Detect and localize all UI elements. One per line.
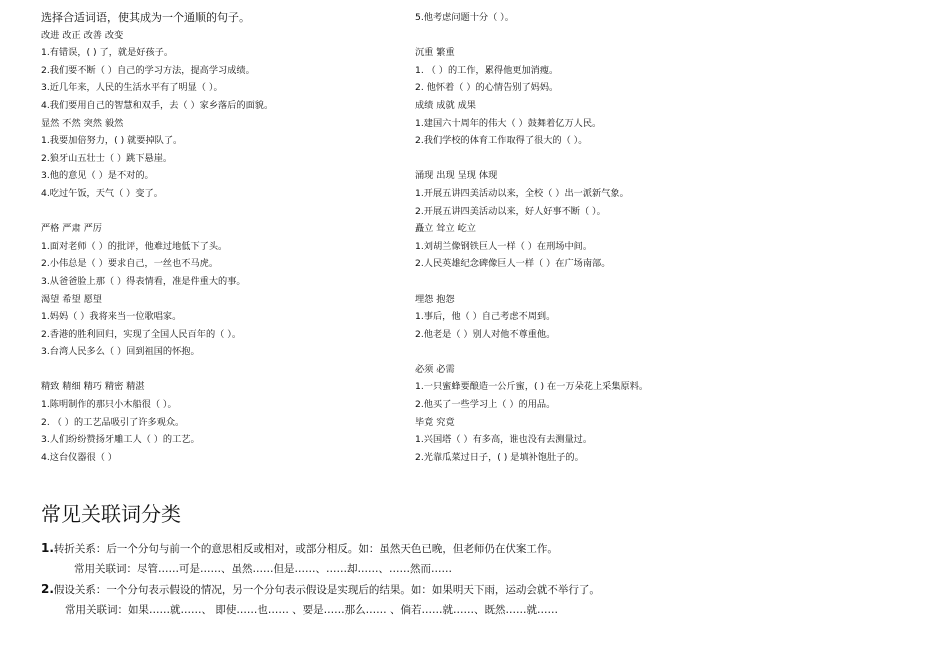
exercise-line: 1.面对老师（ ）的批评，他难过地低下了头。 — [41, 240, 228, 252]
exercise-line: 2.他老是（ ）别人对他不尊重他。 — [415, 328, 556, 340]
word-group-2: 显然 不然 突然 毅然 — [41, 117, 124, 129]
word-group-10: 埋怨 抱怨 — [415, 293, 455, 305]
word-group-5: 精致 精细 精巧 精密 精湛 — [41, 381, 145, 393]
exercise-line: 4.吃过午饭，天气（ ）变了。 — [41, 187, 163, 199]
exercise-line: 2.小伟总是（ ）要求自己，一丝也不马虎。 — [41, 258, 219, 270]
exercise-line: 1.一只蜜蜂要酿造一公斤蜜，( ) 在一万朵花上采集原料。 — [415, 381, 649, 393]
conjunction-item-1 — [41, 538, 921, 559]
blank-line — [415, 150, 835, 168]
blank-line — [415, 273, 835, 291]
word-group-12: 毕竟 究竟 — [415, 416, 455, 428]
conjunction-words-1: 常用关联词：尽管……可是……、虽然……但是……、……却……、……然而…… — [74, 562, 452, 575]
left-column — [41, 9, 401, 466]
exercise-line: 3.他的意见（ ）是不对的。 — [41, 170, 154, 182]
blank-line — [41, 203, 401, 221]
exercise-line: 5.他考虑问题十分（ ）。 — [415, 12, 514, 23]
exercise-line: 2.光靠瓜菜过日子，( ) 是填补饱肚子的。 — [415, 451, 584, 463]
word-group-7: 成绩 成就 成果 — [415, 99, 476, 111]
word-group-8: 涌现 出现 呈现 体现 — [415, 170, 498, 182]
exercise-line: 2.开展五讲四美活动以来，好人好事不断（ ）。 — [415, 205, 606, 217]
blank-line — [41, 361, 401, 379]
exercise-line: 2.人民英雄纪念碑像巨人一样（ ）在广场南部。 — [415, 258, 611, 270]
instruction-title: 选择合适词语，使其成为一个通顺的句子。 — [41, 11, 250, 24]
exercise-line: 2.狼牙山五壮士（ ）跳下悬崖。 — [41, 152, 173, 164]
word-group-3: 严格 严肃 严厉 — [41, 223, 102, 235]
word-group-11: 必须 必需 — [415, 363, 455, 375]
exercise-line: 1.开展五讲四美活动以来，全校（ ）出一派新气象。 — [415, 187, 629, 199]
exercise-line: 4.我们要用自己的智慧和双手，去（ ）家乡落后的面貌。 — [41, 99, 274, 111]
exercise-line: 4.这台仪器很（ ） — [41, 451, 117, 463]
conjunction-words-2: 常用关联词：如果……就……、 即使……也…… 、要是……那么…… 、倘若……就……、既然……就…… — [65, 603, 559, 616]
exercise-line: 2. （ ）的工艺品吸引了许多观众。 — [41, 416, 185, 428]
exercise-line: 3.从爸爸脸上那（ ）得表情看，准是件重大的事。 — [41, 275, 246, 287]
right-column — [415, 9, 835, 466]
word-group-4: 渴望 希望 愿望 — [41, 293, 102, 305]
exercise-line: 3.台湾人民多么（ ）回到祖国的怀抱。 — [41, 346, 200, 358]
exercise-line: 1.我要加倍努力，( ) 就要掉队了。 — [41, 135, 183, 147]
item-number: 1. — [41, 541, 54, 555]
item-number: 2. — [41, 582, 54, 596]
exercise-line: 3.人们纷纷赞扬牙雕工人（ ）的工艺。 — [41, 434, 200, 446]
exercise-line: 3.近几年来，人民的生活水平有了明显（ ）。 — [41, 82, 223, 94]
exercise-line: 1.有错误，( ) 了，就是好孩子。 — [41, 47, 174, 59]
word-group-6: 沉重 繁重 — [415, 47, 455, 59]
word-group-1: 改进 改正 改善 改变 — [41, 29, 124, 41]
exercise-line: 1.妈妈（ ）我将来当一位歌唱家。 — [41, 311, 182, 323]
exercise-line: 2. 他怀着（ ）的心情告别了妈妈。 — [415, 82, 559, 94]
exercise-line: 1.事后，他（ ）自己考虑不周到。 — [415, 311, 556, 323]
blank-line — [415, 27, 835, 45]
exercise-line: 2.我们要不断（ ）自己的学习方法，提高学习成绩。 — [41, 64, 255, 76]
item-description: 假设关系：一个分句表示假设的情况，另一个分句表示假设是实现后的结果。如：如果明天下雨，运动会就不举行了。 — [53, 584, 600, 596]
exercise-line: 1.陈明制作的那只小木船很（ ）。 — [41, 399, 177, 411]
item-description: 转折关系：后一个分句与前一个的意思相反或相对，或部分相反。如：虽然天色已晚，但老师仍在伏案工作。 — [53, 543, 558, 555]
exercise-line: 2.他买了一些学习上（ ）的用品。 — [415, 399, 556, 411]
conjunction-item-2 — [41, 579, 921, 600]
blank-line — [415, 343, 835, 361]
word-group-9: 矗立 耸立 屹立 — [415, 223, 476, 235]
section-heading: 常见关联词分类 — [41, 502, 181, 526]
exercise-line: 2.我们学校的体育工作取得了很大的（ ）。 — [415, 135, 588, 147]
exercise-line: 1.兴国塔（ ）有多高，谁也没有去测量过。 — [415, 434, 593, 446]
exercise-line: 2.香港的胜利回归，实现了全国人民百年的（ ）。 — [41, 328, 242, 340]
exercise-line: 1. （ ）的工作，累得他更加消瘦。 — [415, 64, 559, 76]
exercise-line: 1.刘胡兰像钢铁巨人一样（ ）在刑场中间。 — [415, 240, 593, 252]
exercise-line: 1.建国六十周年的伟大（ ）鼓舞着亿万人民。 — [415, 117, 602, 129]
conjunctions-section — [41, 500, 921, 620]
